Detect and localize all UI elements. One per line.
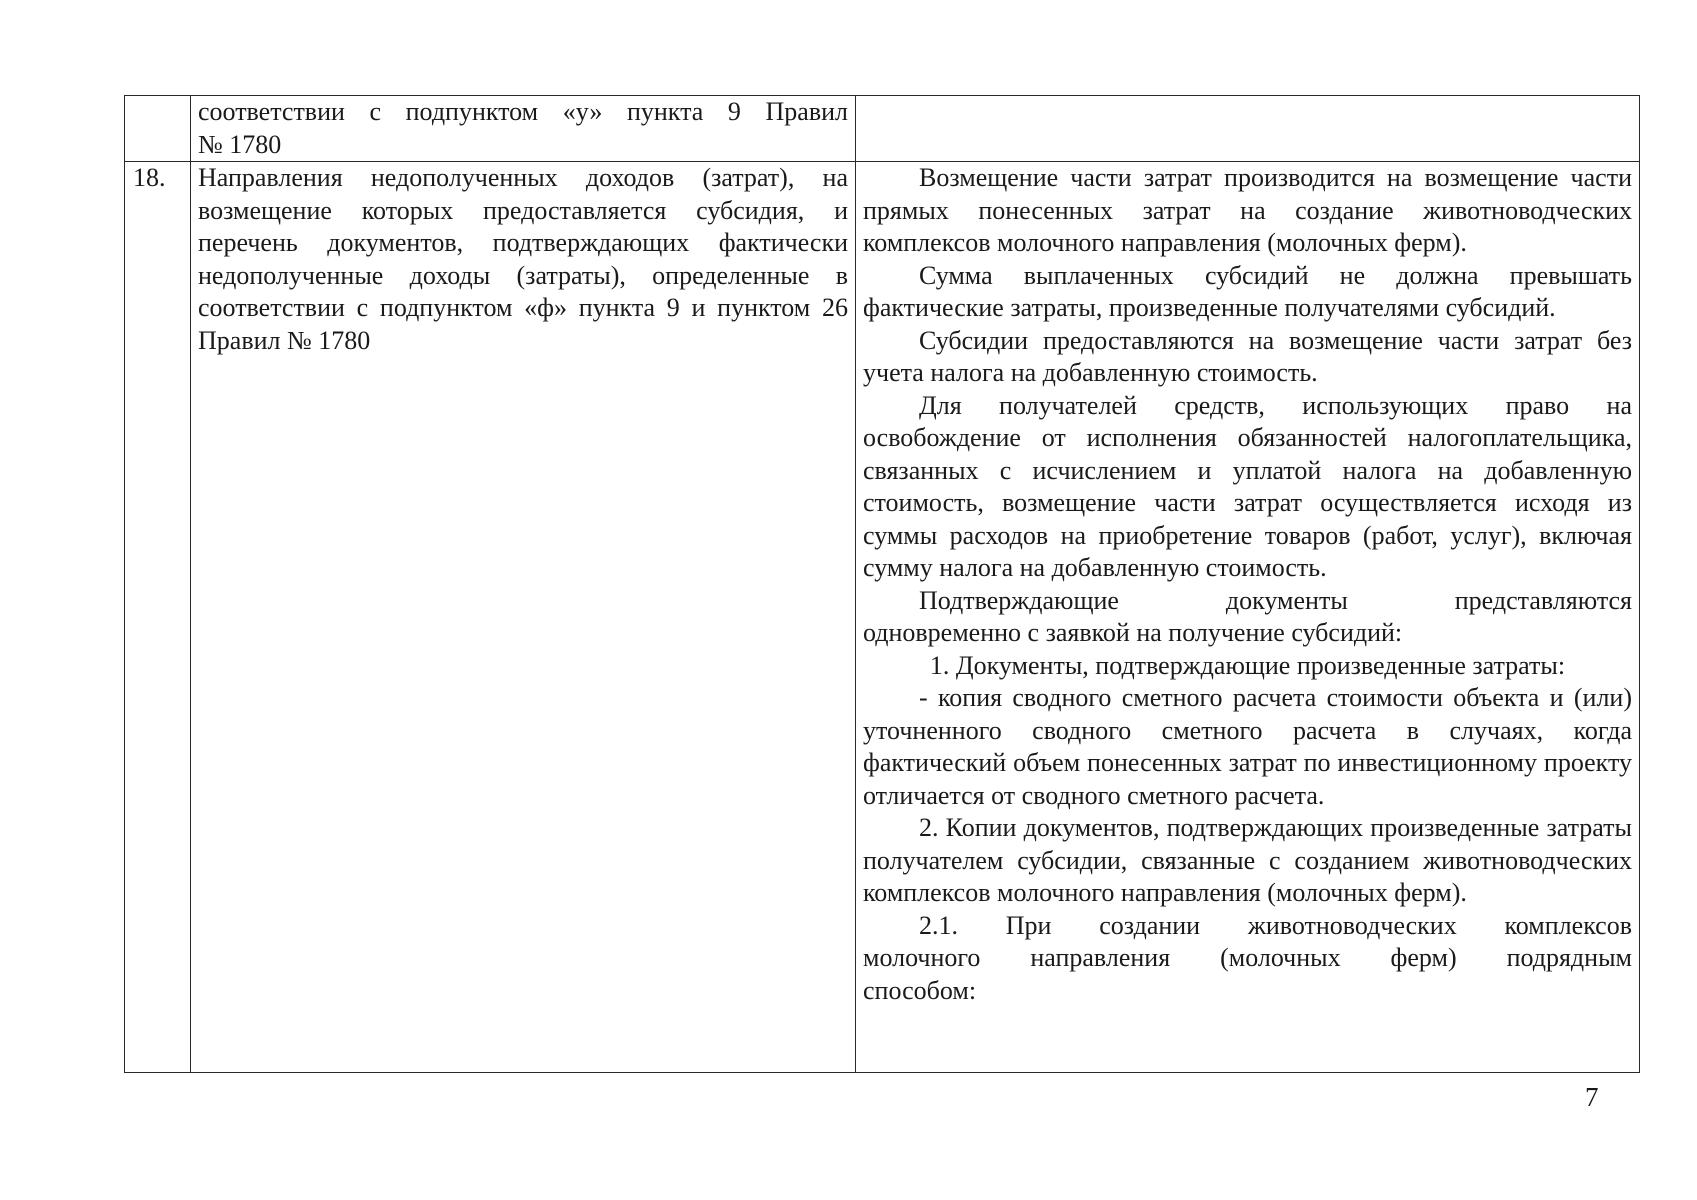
table-row-continuation [125,96,1640,162]
content-paragraph-1: Возмещение части затрат производится на возмещение части прямых понесенных затрат на создание животноводческих комплексов молочного направления (молочных ферм). [863,163,1632,257]
content-paragraph-9-line-2: молочного направления (молочных ферм) подрядным [863,943,1632,972]
row-name-cell [191,96,856,162]
content-paragraph-6: 1. Документы, подтверждающие произведенные затраты: [929,650,1566,680]
row-content-cell [856,162,1640,1073]
content-paragraph-4: Для получателей средств, использующих право на освобождение от исполнения обязанностей налогоплательщика, связанных с исчислением и уплатой налога на добавленную стоимость, возмещение части затрат осуществляется исходя из суммы расходов на приобретение товаров (работ, услуг), включая сумму налога на добавленную стоимость. [863,390,1632,582]
content-paragraph-9-line-3: способом: [863,975,977,1005]
content-paragraph-5-line-2: одновременно с заявкой на получение субсидий: [863,618,1403,647]
content-paragraph-9-line-1: 2.1. При создании животноводческих комплексов [919,910,1632,940]
row-number-cell [125,96,191,162]
row-content-cell [856,96,1640,162]
row-name-text: Направления недополученных доходов (затрат), на возмещение которых предоставляется субсидия, и перечень документов, подтверждающих фактически недополученные доходы (затраты), определенные в соответствии с подпунктом «ф» пункта 9 и пунктом 26 Правил № 1780 [198,163,848,355]
row-number-cell: 18. [125,162,191,1073]
content-paragraph-5-line-1: Подтверждающие документы представляются [919,585,1632,615]
name-line-1: соответствии с подпунктом «у» пункта 9 Правил [198,97,848,126]
name-line-2: № 1780 [198,129,282,159]
table-row-18 [125,162,1640,1073]
document-table [124,95,1640,1073]
content-paragraph-7: - копия сводного сметного расчета стоимости объекта и (или) уточненного сводного сметного расчета в случаях, когда фактический объем понесенных затрат по инвестиционному проекту отличается от сводного сметного расчета. [863,683,1632,810]
row-name-cell [191,162,856,1073]
page-number: 7 [1585,1082,1599,1112]
content-paragraph-8: 2. Копии документов, подтверждающих произведенные затраты получателем субсидии, связанные с созданием животноводческих комплексов молочного направления (молочных ферм). [863,813,1632,907]
content-paragraph-2: Сумма выплаченных субсидий не должна превышать фактические затраты, произведенные получателями субсидий. [863,260,1632,322]
content-paragraph-3: Субсидии предоставляются на возмещение части затрат без учета налога на добавленную стоимость. [863,325,1632,387]
